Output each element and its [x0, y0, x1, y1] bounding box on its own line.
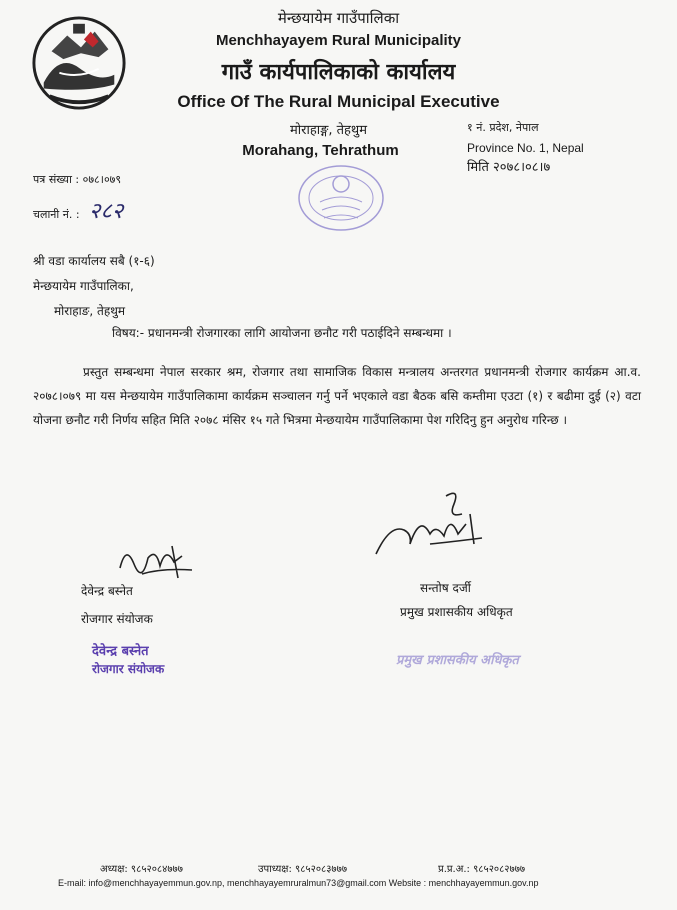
location-en: Morahang, Tehrathum: [242, 142, 399, 159]
location-np: मोराहाङ्ग, तेहथुम: [290, 123, 367, 138]
province-np: १ नं. प्रदेश, नेपाल: [467, 121, 539, 134]
footer-contact: E-mail: info@menchhayayemmun.gov.np, menchhayayemruralmun73@gmail.com Website : menchhayayemmun.gov.np: [58, 878, 539, 888]
phone-cao: प्र.प्र.अ.: ९८५२०८२७७७: [438, 864, 526, 875]
signatory-right-name: सन्तोष दर्जी: [420, 581, 471, 595]
municipality-name-en: Menchhayayem Rural Municipality: [215, 32, 462, 49]
stamp-left-name: देवेन्द्र बस्नेत: [92, 644, 149, 659]
recipient-line-2: मेन्छयायेम गाउँपालिका,: [33, 279, 134, 293]
letter-number: पत्र संख्या : ०७८।०७९: [33, 173, 122, 186]
office-name-np: गाउँ कार्यपालिकाको कार्यालय: [221, 60, 456, 85]
signatory-left-title: रोजगार संयोजक: [81, 612, 153, 626]
dispatch-number: २८२: [89, 199, 124, 224]
dispatch-label: चलानी नं. :: [33, 208, 80, 221]
stamp-left-title: रोजगार संयोजक: [92, 662, 165, 676]
letter-date: मिति २०७८।०८।७: [467, 160, 551, 175]
stamp-right-title: प्रमुख प्रशासकीय अधिकृत: [396, 653, 519, 668]
province-en: Province No. 1, Nepal: [467, 141, 584, 155]
signatory-right-title: प्रमुख प्रशासकीय अधिकृत: [400, 605, 513, 619]
recipient-line-1: श्री वडा कार्यालय सबै (१-६): [33, 254, 155, 268]
municipality-name-np: मेन्छयायेम गाउँपालिका: [277, 9, 400, 27]
signature-right: [370, 484, 500, 564]
province-block: [467, 118, 584, 178]
signatory-left-name: देवेन्द्र बस्नेत: [81, 584, 133, 598]
phone-chair: अध्यक्ष: ९८५२०८४७७७: [100, 864, 183, 875]
office-seal-icon: [296, 162, 386, 234]
dispatch-number-row: [33, 195, 123, 225]
phone-vice-chair: उपाध्यक्ष: ९८५२०८३७७७: [258, 864, 348, 875]
letter-body: प्रस्तुत सम्बन्धमा नेपाल सरकार श्रम, रोजगार तथा सामाजिक विकास मन्त्रालय अन्तरगत प्रधानमन्त्री रोजगार कार्यक्रम आ.व. २०७८।०७९ मा यस मेन्छयायेम गाउँपालिकामा कार्यक्रम सञ्चालन गर्नु पर्ने भएकाले वडा बैठक बसि कम्तीमा एउटा (१) र बढीमा दुई (२) वटा योजना छनौट गरी निर्णय सहित मिति २०७८ मंसिर १५ गते भित्रमा मेन्छयायेम गाउँपालिकामा पेश गरिदिनु हुन अनुरोध गरिन्छ ।: [33, 365, 641, 427]
office-name-en: Office Of The Rural Municipal Executive: [177, 92, 500, 111]
recipient-line-3: मोराहाङ, तेहथुम: [54, 304, 126, 318]
letter-subject: विषय:- प्रधानमन्त्री रोजगारका लागि आयोजना छनौट गरी पठाईदिने सम्बन्धमा ।: [112, 326, 452, 340]
signature-left: [112, 538, 202, 586]
